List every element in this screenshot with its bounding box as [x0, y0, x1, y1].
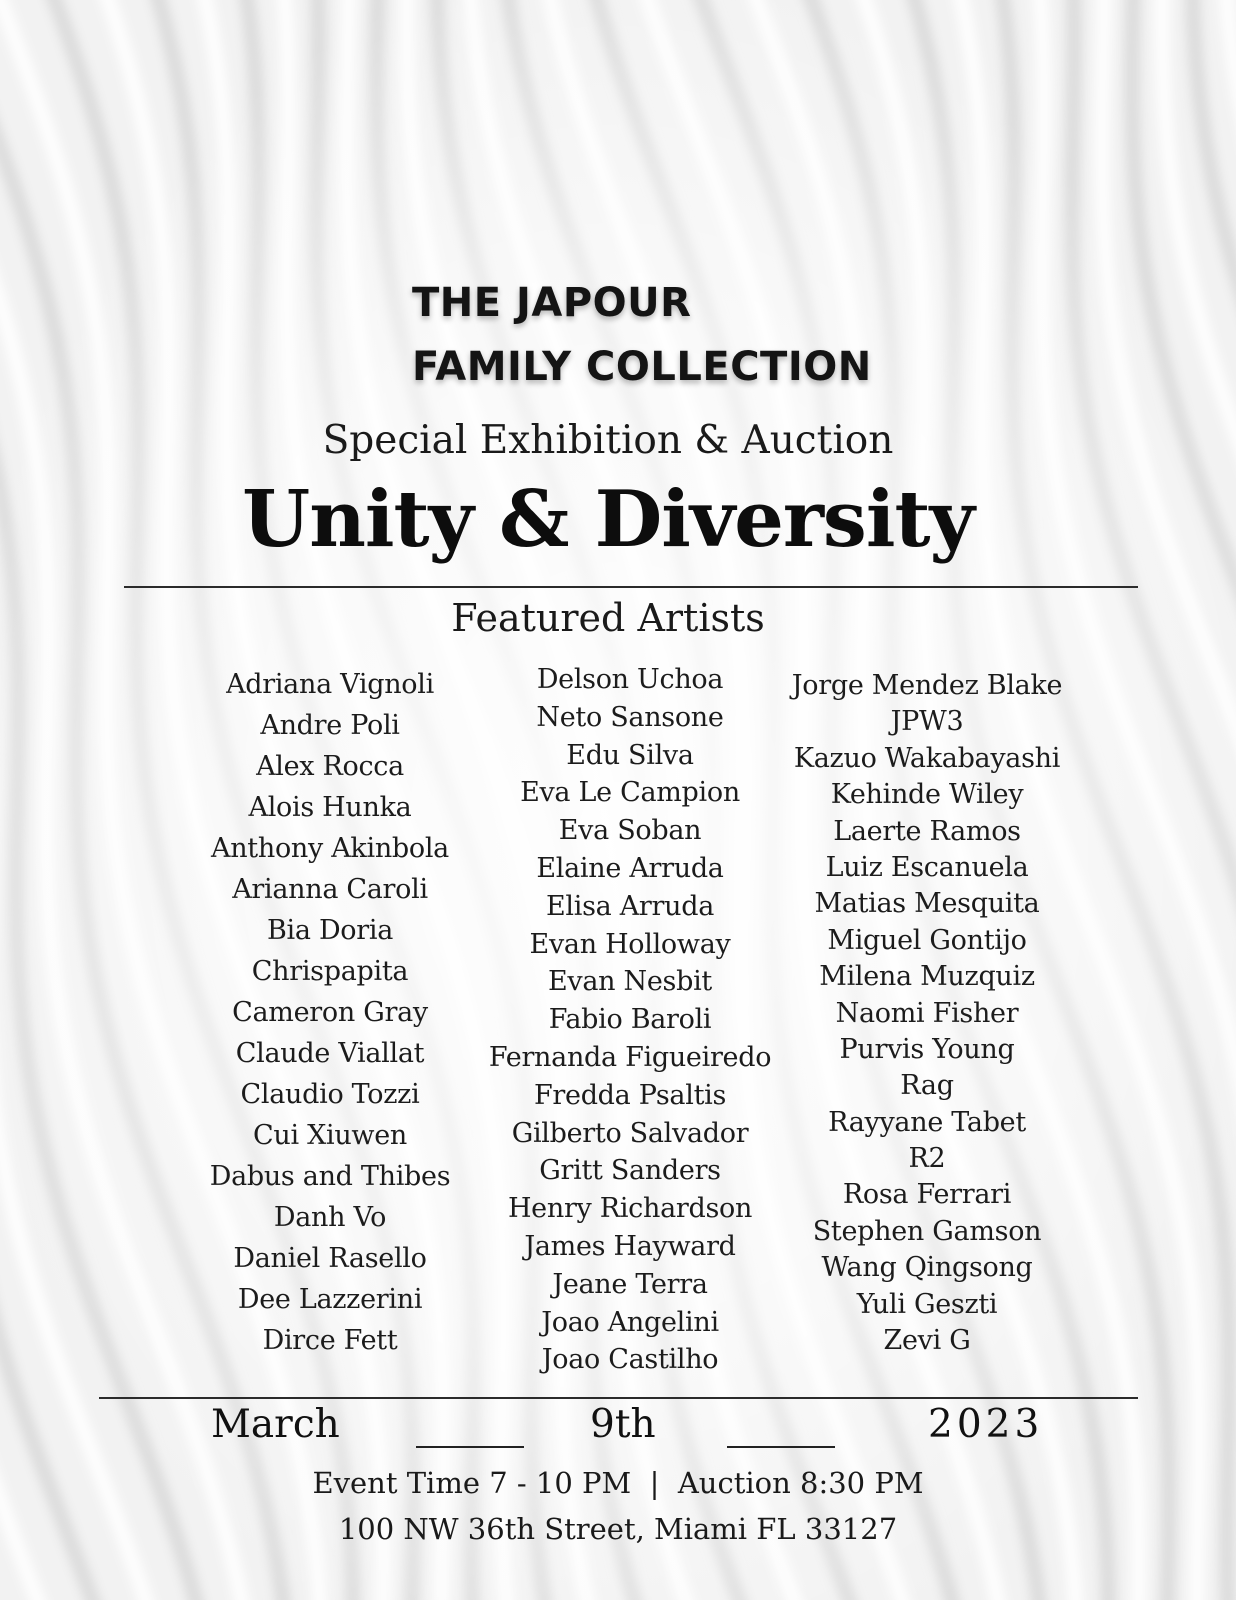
artist-name: Anthony Akinbola	[211, 833, 449, 864]
artist-name: Eva Soban	[558, 815, 702, 847]
artist-name: Neto Sansone	[536, 701, 724, 733]
artist-column-3	[780, 668, 1074, 1359]
artist-name: Gritt Sanders	[539, 1155, 721, 1187]
artist-name: JPW3	[890, 706, 964, 738]
event-year: 2023	[928, 1402, 1044, 1447]
event-month: March	[211, 1402, 340, 1447]
artist-name: Claudio Tozzi	[240, 1079, 420, 1110]
artist-name: Cameron Gray	[232, 997, 428, 1028]
artist-name: R2	[908, 1143, 946, 1175]
artist-name: Alex Rocca	[256, 751, 404, 782]
event-address: 100 NW 36th Street, Miami FL 33127	[338, 1512, 898, 1546]
event-times: Event Time 7 - 10 PM | Auction 8:30 PM	[312, 1466, 924, 1500]
artist-name: Luiz Escanuela	[825, 851, 1029, 883]
artist-name: Yuli Geszti	[856, 1288, 998, 1320]
artist-name: Andre Poli	[260, 710, 400, 741]
artist-name: Elaine Arruda	[536, 852, 724, 884]
artist-name: Elisa Arruda	[546, 890, 714, 922]
artist-name: Dirce Fett	[262, 1325, 398, 1356]
artist-name: Milena Muzquiz	[819, 961, 1035, 993]
artist-name: Gilberto Salvador	[511, 1117, 749, 1149]
artist-name: Adriana Vignoli	[226, 669, 434, 700]
date-separator-line	[727, 1446, 835, 1448]
artist-name: Cui Xiuwen	[253, 1120, 407, 1151]
artist-name: Eva Le Campion	[520, 777, 740, 809]
artist-name: Claude Viallat	[235, 1038, 425, 1069]
artist-column-2	[480, 661, 780, 1379]
exhibition-name: Unity & Diversity	[242, 474, 974, 565]
artist-name: Joao Castilho	[541, 1344, 719, 1376]
artist-name: Arianna Caroli	[232, 874, 428, 905]
bottom-divider	[99, 1397, 1138, 1399]
artist-name: Laerte Ramos	[833, 815, 1021, 847]
artist-name: Fabio Baroli	[548, 1004, 712, 1036]
artist-name: James Hayward	[524, 1230, 736, 1262]
artist-name: Chrispapita	[251, 956, 409, 987]
artist-name: Daniel Rasello	[233, 1243, 427, 1274]
artist-name: Matias Mesquita	[814, 888, 1040, 920]
top-divider	[124, 586, 1138, 588]
artist-name: Dee Lazzerini	[237, 1284, 423, 1315]
artist-name: Delson Uchoa	[536, 664, 724, 695]
artist-name: Joao Angelini	[541, 1306, 719, 1338]
event-subtitle: Special Exhibition & Auction	[322, 418, 894, 463]
event-day: 9th	[590, 1402, 656, 1447]
artist-name: Rosa Ferrari	[842, 1179, 1012, 1211]
artist-name: Danh Vo	[273, 1202, 387, 1233]
artist-name: Rayyane Tabet	[828, 1106, 1026, 1138]
artist-name: Miguel Gontijo	[827, 924, 1027, 956]
artist-name: Jorge Mendez Blake	[791, 670, 1063, 701]
artist-name: Zevi G	[883, 1325, 971, 1357]
artist-name: Dabus and Thibes	[209, 1161, 451, 1192]
artist-name: Henry Richardson	[507, 1193, 753, 1225]
artist-name: Bia Doria	[267, 915, 393, 946]
collection-title-line2: FAMILY COLLECTION	[412, 344, 872, 390]
artist-name: Kazuo Wakabayashi	[793, 742, 1061, 774]
featured-artists-heading: Featured Artists	[451, 596, 765, 640]
artist-name: Alois Hunka	[248, 792, 412, 823]
artist-name: Wang Qingsong	[821, 1252, 1033, 1284]
artist-name: Fredda Psaltis	[533, 1079, 727, 1111]
artist-name: Purvis Young	[839, 1033, 1015, 1065]
artist-name: Evan Holloway	[529, 928, 731, 960]
artist-name: Rag	[900, 1070, 954, 1102]
collection-title-line1: THE JAPOUR	[412, 280, 692, 326]
artist-name: Kehinde Wiley	[830, 779, 1024, 811]
date-separator-line	[416, 1446, 524, 1448]
artist-name: Naomi Fisher	[835, 997, 1019, 1029]
artist-name: Jeane Terra	[552, 1268, 708, 1300]
artist-name: Evan Nesbit	[548, 966, 712, 998]
artist-name: Edu Silva	[566, 739, 694, 771]
artist-name: Stephen Gamson	[812, 1215, 1042, 1247]
artist-name: Fernanda Figueiredo	[488, 1041, 772, 1073]
artist-column-1	[180, 664, 480, 1361]
